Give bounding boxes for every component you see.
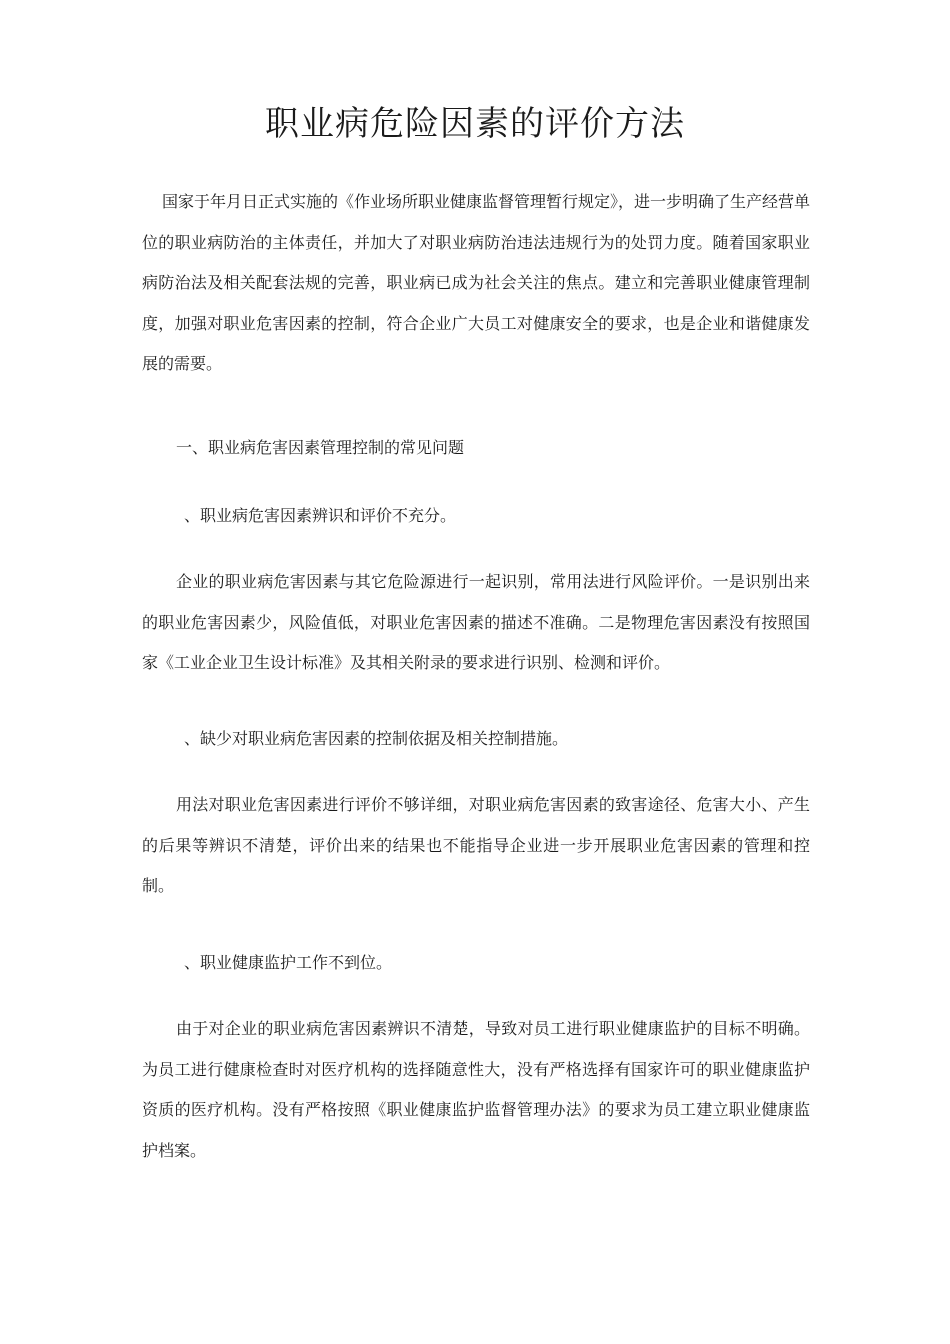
body-paragraph-3: 由于对企业的职业病危害因素辨识不清楚，导致对员工进行职业健康监护的目标不明确。为员工进行健康检查时对医疗机构的选择随意性大，没有严格选择有国家许可的职业健康监护资质的医疗机构。没有严格按照《职业健康监护监督管理办法》的要求为员工建立职业健康监护档案。 xyxy=(142,1019,810,1160)
section-heading-1: 一、职业病危害因素管理控制的常见问题 xyxy=(176,438,465,457)
subheading-3: 、职业健康监护工作不到位。 xyxy=(184,953,393,972)
subheading-1: 、职业病危害因素辨识和评价不充分。 xyxy=(184,506,457,525)
body-paragraph-1: 企业的职业病危害因素与其它危险源进行一起识别，常用法进行风险评价。一是识别出来的职业危害因素少，风险值低，对职业危害因素的描述不准确。二是物理危害因素没有按照国家《工业企业卫生设计标准》及其相关附录的要求进行识别、检测和评价。 xyxy=(142,572,810,672)
body-paragraph-2: 用法对职业危害因素进行评价不够详细，对职业病危害因素的致害途径、危害大小、产生的后果等辨识不清楚，评价出来的结果也不能指导企业进一步开展职业危害因素的管理和控制。 xyxy=(142,795,810,895)
intro-paragraph: 国家于年月日正式实施的《作业场所职业健康监督管理暂行规定》，进一步明确了生产经营单位的职业病防治的主体责任，并加大了对职业病防治违法违规行为的处罚力度。随着国家职业病防治法及相关配套法规的完善，职业病已成为社会关注的焦点。建立和完善职业健康管理制度，加强对职业危害因素的控制，符合企业广大员工对健康安全的要求，也是企业和谐健康发展的需要。 xyxy=(142,192,811,373)
subheading-2: 、缺少对职业病危害因素的控制依据及相关控制措施。 xyxy=(184,729,569,748)
document-title: 职业病危险因素的评价方法 xyxy=(265,104,685,144)
